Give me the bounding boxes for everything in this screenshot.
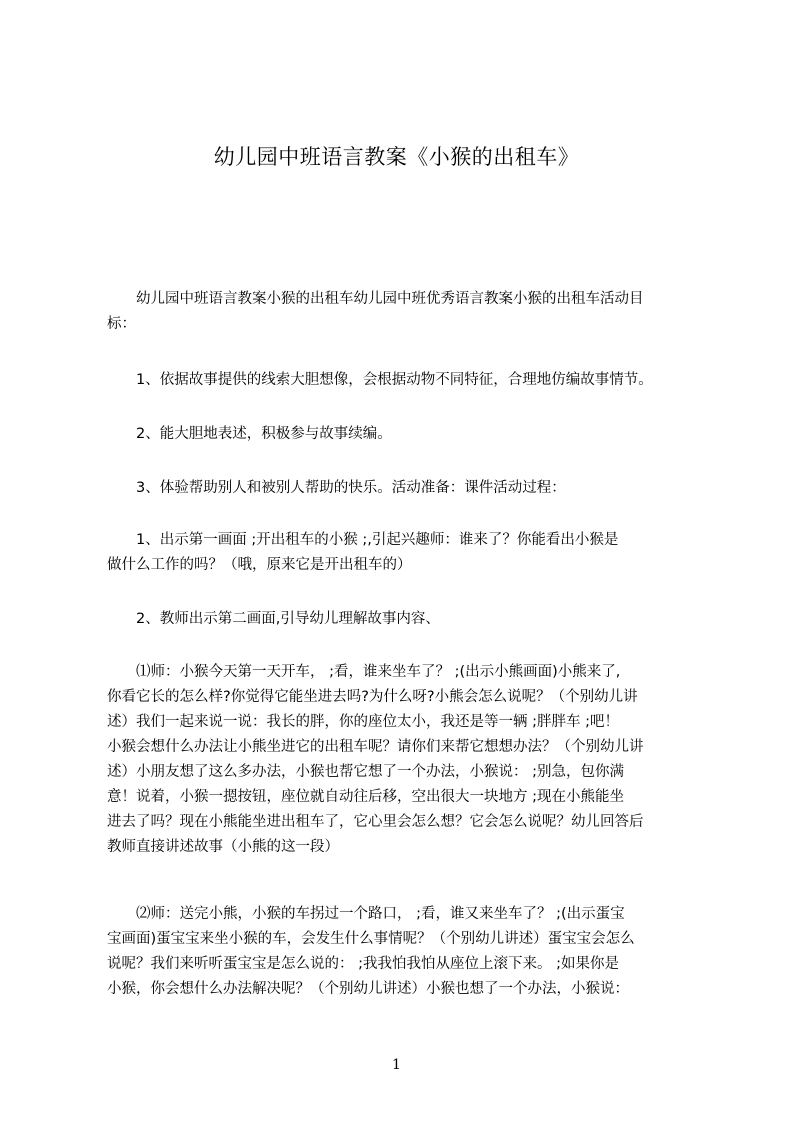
text-line: 述）我们一起来说一说：我长的胖，你的座位太小，我还是等一辆 ;胖胖车 ;吧！ [107, 714, 619, 730]
text-line: 1、依据故事提供的线索大胆想像，会根据动物不同特征，合理地仿编故事情节。 [136, 372, 653, 388]
paragraph-goal-1 [107, 368, 715, 393]
text-line: 说呢？我们来听听蛋宝宝是怎么说的： ;我我怕我怕从座位上滚下来。 ;如果你是 [107, 956, 619, 972]
paragraph-step-1 [107, 528, 715, 578]
text-line: 幼儿园中班语言教案小猴的出租车幼儿园中班优秀语言教案小猴的出租车活动目 [136, 291, 644, 307]
paragraph-goal-2 [107, 422, 715, 447]
text-line: 意！说着，小猴一摁按钮，座位就自动往后移，空出很大一块地方 ;现在小熊能坐 [107, 789, 624, 805]
text-line: 做什么工作的吗？（哦，原来它是开出租车的） [107, 557, 412, 573]
text-line: ⑴师：小猴今天第一天开车， ;看，谁来坐车了？ ;(出示小熊画面)小熊来了, [136, 664, 621, 680]
text-line: 教师直接讲述故事（小熊的这一段） [107, 839, 339, 855]
paragraph-step-2-2 [107, 902, 715, 1002]
text-line: 标： [107, 316, 136, 332]
text-line: 宝画面)蛋宝宝来坐小猴的车，会发生什么事情呢？（个别幼儿讲述）蛋宝宝会怎么 [107, 931, 635, 947]
text-line: 小猴，你会想什么办法解决呢？（个别幼儿讲述）小猴也想了一个办法，小猴说： [107, 981, 629, 997]
text-line: 述）小朋友想了这么多办法，小猴也帮它想了一个办法，小猴说： ;别急，包你满 [107, 764, 624, 780]
text-line: 进去了吗？现在小熊能坐进出租车了，它心里会怎么想？它会怎么说呢？幼儿回答后 [107, 814, 644, 830]
text-line: 2、教师出示第二画面,引导幼儿理解故事内容、 [136, 611, 440, 627]
text-line: 1、出示第一画面 ;开出租车的小猴 ;,引起兴趣师：谁来了？你能看出小猴是 [136, 532, 619, 548]
text-line: 2、能大胆地表述，积极参与故事续编。 [136, 426, 392, 442]
document-title: 幼儿园中班语言教案《小猴的出租车》 [213, 145, 580, 169]
text-line: ⑵师：送完小熊，小猴的车拐过一个路口， ;看，谁又来坐车了？ ;(出示蛋宝 [136, 906, 625, 922]
paragraph-goal-3 [107, 476, 715, 501]
text-line: 小猴会想什么办法让小熊坐进它的出租车呢？请你们来帮它想想办法？（个别幼儿讲 [107, 739, 644, 755]
paragraph-step-2-1 [107, 660, 715, 860]
text-line: 3、体验帮助别人和被别人帮助的快乐。活动准备：课件活动过程： [136, 480, 566, 496]
text-line: 你看它长的怎么样?你觉得它能坐进去吗?为什么呀?小熊会怎么说呢？（个别幼儿讲 [107, 689, 638, 705]
page-number: 1 [392, 1057, 401, 1073]
paragraph-intro [107, 287, 715, 337]
paragraph-step-2 [107, 607, 715, 632]
